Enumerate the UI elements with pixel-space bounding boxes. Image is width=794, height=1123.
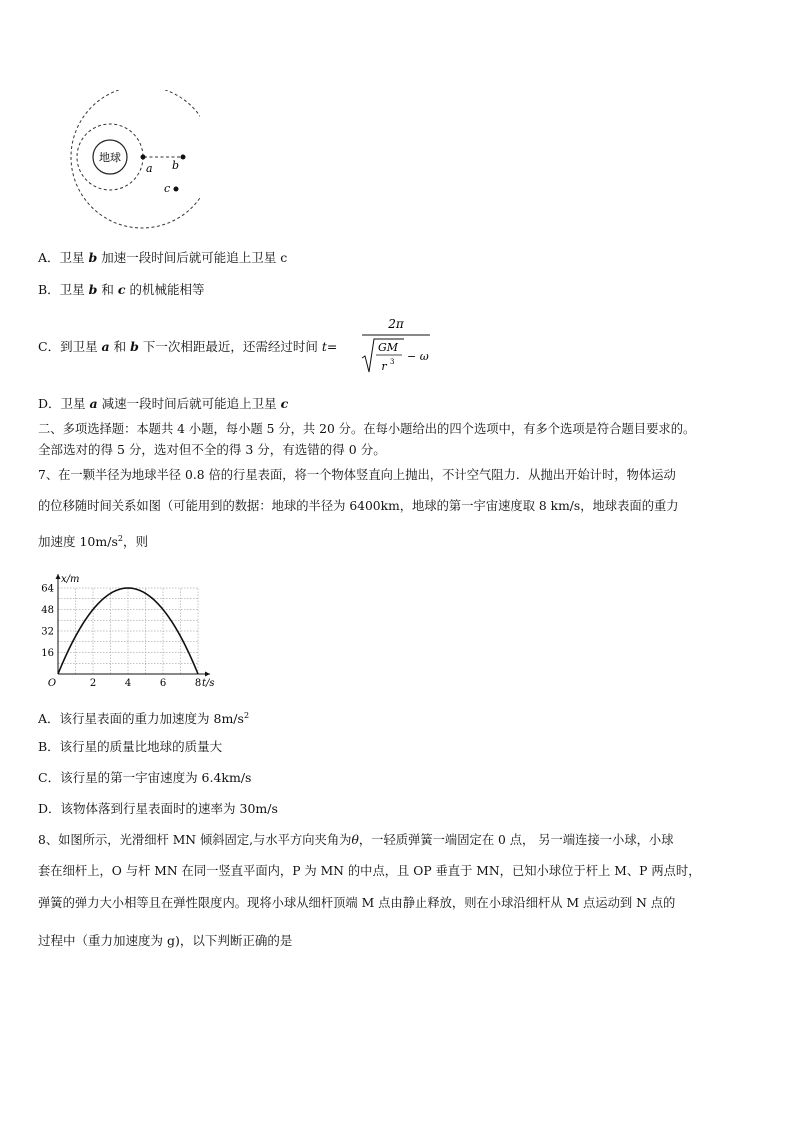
y-tick-label: 64 xyxy=(41,583,54,595)
q6-option-c: C．到卫星 a 和 b 下一次相距最近，还需经过时间 t= xyxy=(38,339,338,354)
x-tick-label: 4 xyxy=(124,678,132,689)
q7-line3: 加速度 $10m/s^2$，则 xyxy=(38,534,148,550)
q8-line2: 套在细杆上，O 与杆 MN 在同一竖直平面内，P 为 MN 的中点，且 OP 垂直于 MN，已知小球位于杆上 M、P 两点时， xyxy=(38,864,701,878)
y-tick-label: 32 xyxy=(41,626,54,638)
q8-line3: 弹簧的弹力大小相等且在弹性限度内。现将小球从细杆顶端 M 点由静止释放，则在小球沿细杆从 M 点运动到 N 点的 xyxy=(38,896,676,910)
sqrt-exponent: 3 xyxy=(390,358,395,366)
q7-line2: 的位移随时间关系如图（可能用到的数据：地球的半径为 6400km，地球的第一宇宙速度取 8 km/s，地球表面的重力 xyxy=(38,499,679,513)
q6-option-b: B．卫星 b 和 c 的机械能相等 xyxy=(38,282,205,297)
label-b: b xyxy=(172,159,180,172)
satellite-b xyxy=(181,155,186,160)
sqrt-denominator: r xyxy=(381,360,387,373)
orbit-figure xyxy=(30,90,200,240)
minus-omega: − ω xyxy=(407,350,429,363)
q8-line1: 8、如图所示，光滑细杆 MN 倾斜固定,与水平方向夹角为θ，一轻质弹簧一端固定在 0 点， 另一端连接一小球，小球 xyxy=(38,833,674,847)
q6-option-d: D．卫星 a 减速一段时间后就可能追上卫星 c xyxy=(38,396,289,411)
q7-option-c: C．该行星的第一宇宙速度为 6.4km/s xyxy=(38,770,252,785)
formula-fraction xyxy=(356,314,436,378)
x-tick-label: 2 xyxy=(89,678,97,689)
sqrt-numerator: GM xyxy=(377,341,399,354)
satellite-a xyxy=(141,155,146,160)
outer-orbit xyxy=(71,90,200,228)
x-tick-label: 6 xyxy=(159,678,167,689)
y-axis-arrow xyxy=(56,574,61,579)
origin-label: O xyxy=(47,678,57,689)
y-axis-label: x/m xyxy=(61,574,80,585)
xt-chart xyxy=(36,562,236,694)
earth-label: 地球 xyxy=(99,151,121,164)
section2-line1: 二、多项选择题：本题共 4 小题，每小题 5 分，共 20 分。在每小题给出的四个选项中，有多个选项是符合题目要求的。 xyxy=(38,422,696,436)
q7-option-d: D．该物体落到行星表面时的速率为 30m/s xyxy=(38,801,278,816)
x-axis-arrow xyxy=(205,672,210,677)
y-tick-label: 16 xyxy=(41,648,54,659)
q7-option-a: A．该行星表面的重力加速度为 $8m/s^2$ xyxy=(38,711,250,727)
q7-option-b: B．该行星的质量比地球的质量大 xyxy=(38,739,223,754)
q8-line4: 过程中（重力加速度为 g)，以下判断正确的是 xyxy=(38,933,293,948)
label-c: c xyxy=(164,182,171,195)
fraction-numerator: 2π xyxy=(388,317,404,331)
x-tick-label: 8 xyxy=(194,678,202,689)
q7-line1: 7、在一颗半径为地球半径 0.8 倍的行星表面，将一个物体竖直向上抛出，不计空气阻力．从抛出开始计时，物体运动 xyxy=(38,468,676,482)
section2-line2: 全部选对的得 5 分，选对但不全的得 3 分，有选错的得 0 分。 xyxy=(38,442,386,457)
chart-axes xyxy=(56,574,211,677)
satellite-c xyxy=(174,187,179,192)
x-axis-label: t/s xyxy=(202,678,215,689)
y-tick-label: 48 xyxy=(41,605,54,616)
label-a: a xyxy=(146,162,153,175)
q6-option-a: A．卫星 b 加速一段时间后就可能追上卫星 c xyxy=(38,250,288,265)
